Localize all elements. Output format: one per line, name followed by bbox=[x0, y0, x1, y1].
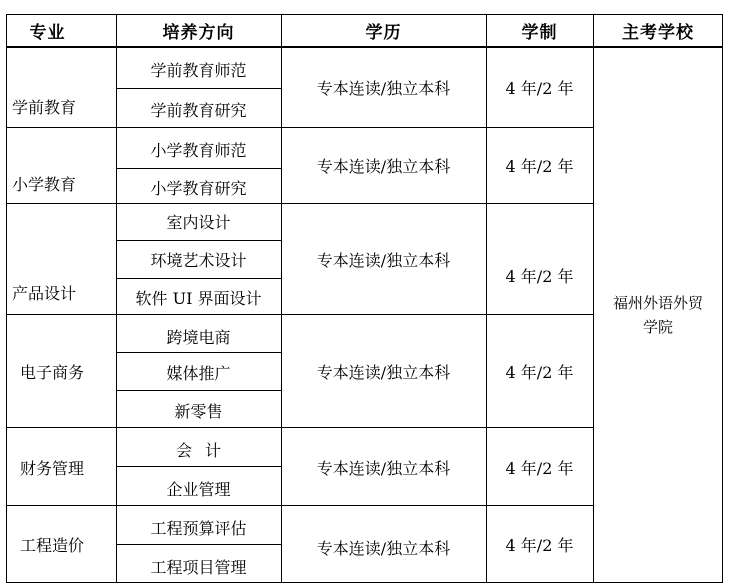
direction-cell: 室内设计 bbox=[166, 212, 231, 232]
direction-cell: 工程预算评估 bbox=[150, 518, 247, 538]
school-name-line1: 福州外语外贸 bbox=[612, 293, 703, 312]
sub-row-divider bbox=[116, 544, 281, 545]
school-name-line2: 学院 bbox=[642, 317, 673, 336]
direction-cell: 会 计 bbox=[175, 440, 222, 460]
table-border-bottom bbox=[6, 582, 723, 583]
column-divider bbox=[281, 14, 282, 583]
duration-cell: 4 年/2 年 bbox=[505, 458, 574, 478]
header-direction: 培养方向 bbox=[162, 22, 235, 43]
duration-cell: 4 年/2 年 bbox=[505, 266, 574, 286]
education-cell: 专本连读/独立本科 bbox=[316, 78, 451, 98]
sub-row-divider bbox=[116, 168, 281, 169]
direction-cell: 学前教育师范 bbox=[150, 60, 247, 80]
education-cell: 专本连读/独立本科 bbox=[316, 157, 451, 176]
direction-cell: 工程项目管理 bbox=[150, 557, 247, 577]
table-border-top bbox=[6, 14, 723, 15]
direction-cell: 小学教育师范 bbox=[150, 140, 247, 160]
direction-cell: 软件 UI 界面设计 bbox=[135, 288, 262, 308]
direction-cell: 企业管理 bbox=[166, 479, 231, 499]
duration-cell: 4 年/2 年 bbox=[505, 157, 574, 176]
major-cell: 产品设计 bbox=[12, 284, 77, 303]
duration-cell: 4 年/2 年 bbox=[505, 362, 574, 382]
duration-cell: 4 年/2 年 bbox=[505, 535, 574, 555]
sub-row-divider bbox=[116, 352, 281, 353]
major-cell: 学前教育 bbox=[12, 98, 77, 117]
sub-row-divider bbox=[116, 390, 281, 391]
sub-row-divider bbox=[116, 240, 281, 241]
direction-cell: 学前教育研究 bbox=[150, 100, 247, 120]
table-border-left bbox=[6, 14, 7, 583]
education-cell: 专本连读/独立本科 bbox=[316, 362, 451, 382]
direction-cell: 新零售 bbox=[174, 401, 223, 421]
header-major: 专业 bbox=[29, 22, 66, 43]
column-divider bbox=[486, 14, 487, 583]
row-divider bbox=[6, 127, 593, 128]
row-divider bbox=[6, 505, 593, 506]
education-cell: 专本连读/独立本科 bbox=[316, 250, 451, 270]
column-divider bbox=[116, 14, 117, 583]
major-cell: 财务管理 bbox=[20, 458, 85, 478]
sub-row-divider bbox=[116, 466, 281, 467]
header-education: 学历 bbox=[365, 22, 402, 43]
row-divider bbox=[6, 427, 593, 428]
header-school: 主考学校 bbox=[622, 22, 694, 43]
header-divider bbox=[6, 46, 723, 48]
header-duration: 学制 bbox=[521, 22, 558, 43]
column-divider bbox=[593, 14, 594, 583]
direction-cell: 跨境电商 bbox=[166, 327, 231, 347]
major-cell: 工程造价 bbox=[20, 535, 85, 555]
education-cell: 专本连读/独立本科 bbox=[316, 458, 451, 478]
duration-cell: 4 年/2 年 bbox=[505, 78, 574, 98]
row-divider bbox=[6, 203, 593, 204]
direction-cell: 媒体推广 bbox=[166, 363, 231, 383]
major-cell: 电子商务 bbox=[20, 362, 85, 382]
education-cell: 专本连读/独立本科 bbox=[316, 538, 451, 558]
direction-cell: 环境艺术设计 bbox=[150, 250, 247, 270]
sub-row-divider bbox=[116, 88, 281, 89]
school-cell bbox=[593, 47, 723, 582]
row-divider bbox=[6, 314, 593, 315]
direction-cell: 小学教育研究 bbox=[150, 178, 247, 198]
major-cell: 小学教育 bbox=[12, 175, 77, 194]
sub-row-divider bbox=[116, 278, 281, 279]
table-border-right bbox=[722, 14, 723, 583]
